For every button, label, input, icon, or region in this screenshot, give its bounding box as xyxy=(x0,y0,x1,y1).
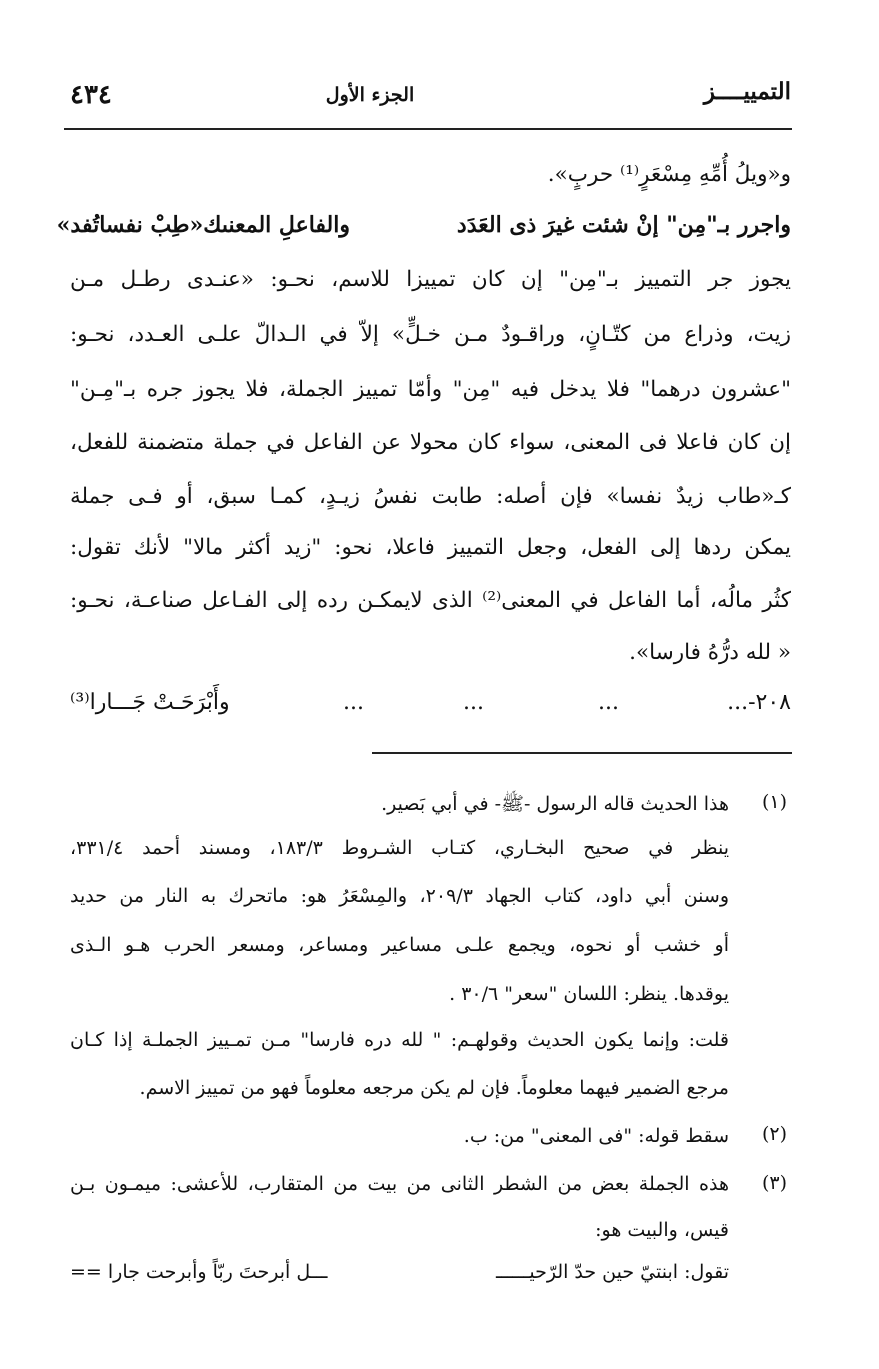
body-line: يمكن ردها إلى الفعل، وجعل التمييز فاعلا، نحو: "زيد أكثر مالا" لأنك تقول: xyxy=(70,535,791,560)
footnote-mark: (٣) xyxy=(761,1172,787,1194)
footnote-line: مرجع الضمير فيهما معلوماً. فإن لم يكن مرجعه معلوماً فهو من تمييز الاسم. xyxy=(139,1077,729,1099)
ellipsis: ... xyxy=(598,690,619,715)
footnote-mark: (٢) xyxy=(761,1123,787,1145)
verse-first-hemistich: واجرر بـ"مِن" إنْ شئت غيرَ ذى العَدَد xyxy=(456,212,791,238)
part-title: الجزء الأول xyxy=(325,84,415,106)
footnote-line: هذه الجملة بعض من الشطر الثانى من بيت من المتقارب، للأعشى: ميمـون بـن xyxy=(70,1173,729,1195)
body-line: "عشرون درهما" فلا يدخل فيه "مِن" وأمّا تمييز الجملة، فلا يجوز جره بـ"مِـن" xyxy=(70,377,791,402)
footnote-mark: (١) xyxy=(761,791,787,813)
footnote-verse-second-hemistich: ـــل أبرحتَ ربّاً وأبرحت جارا == xyxy=(70,1261,328,1283)
page-number: ٤٣٤ xyxy=(70,80,112,110)
body-line: إن كان فاعلا فى المعنى، سواء كان محولا عن الفاعل في جملة متضمنة للفعل، xyxy=(70,430,791,455)
footnote-line: قيس، والبيت هو: xyxy=(595,1219,729,1241)
body-line: كثُر مالُه، أما الفاعل في المعنى⁽²⁾ الذى لايمكـن رده إلى الفـاعل صناعـة، نحـو: xyxy=(70,588,791,613)
footnote-line: قلت: وإنما يكون الحديث وقولهـم: " لله دره فارسا" مـن تمـييز الجملـة إذا كـان xyxy=(70,1029,729,1051)
body-line: كـ«طاب زيدٌ نفسا» فإن أصله: طابت نفسُ زيـدٍ، كمـا سبق، أو فـى جملة xyxy=(70,484,791,509)
example-number: ٢٠٨-... xyxy=(727,690,791,715)
footnote-verse-first-hemistich: تقول: ابنتيّ حين حدّ الرّحيــــــ xyxy=(495,1261,729,1283)
chapter-title: التمييــــز xyxy=(703,78,791,105)
body-line-1: و«ويلُ أُمِّهِ مِسْعَرٍ⁽¹⁾ حربٍ». xyxy=(547,162,791,187)
header-divider xyxy=(64,128,792,130)
footnote-line: هذا الحديث قاله الرسول -ﷺ- في أبي بَصير. xyxy=(381,793,729,815)
ellipsis: ... xyxy=(463,690,484,715)
example-verse-end: وأَبْرَحَـتْ جَـــارا⁽³⁾ xyxy=(70,690,230,715)
footnote-line: يوقدها. ينظر: اللسان "سعر" ٣٠/٦ . xyxy=(449,983,729,1005)
ellipsis: ... xyxy=(343,690,364,715)
footnote-line: سقط قوله: "فى المعنى" من: ب. xyxy=(463,1125,729,1147)
body-line: يجوز جر التمييز بـ"مِن" إن كان تمييزا للاسم، نحـو: «عنـدى رطـل مـن xyxy=(70,267,791,292)
body-line: زيت، وذراع من كتّـانٍ، وراقـودٌ مـن خـلٍّ» إلاّ في الـدالّ علـى العـدد، نحـو: xyxy=(70,322,791,347)
footnote-line: أو خشب أو نحوه، ويجمع علـى مساعير ومساعر، ومسعر الحرب هـو الـذى xyxy=(70,934,729,956)
footnote-line: وسنن أبي داود، كتاب الجهاد ٢٠٩/٣، والمِسْعَرُ هو: ماتحرك به النار من حديد xyxy=(70,885,730,907)
body-line: « لله درُّهُ فارسا». xyxy=(629,640,791,665)
footnote-line: ينظر في صحيح البخـاري، كتـاب الشـروط ١٨٣/٣، ومسند أحمد ٣٣١/٤، xyxy=(70,837,729,859)
verse-second-hemistich: والفاعلِ المعنىك«طِبْ نفساتُفد» xyxy=(56,212,350,238)
footnote-divider xyxy=(372,752,792,754)
